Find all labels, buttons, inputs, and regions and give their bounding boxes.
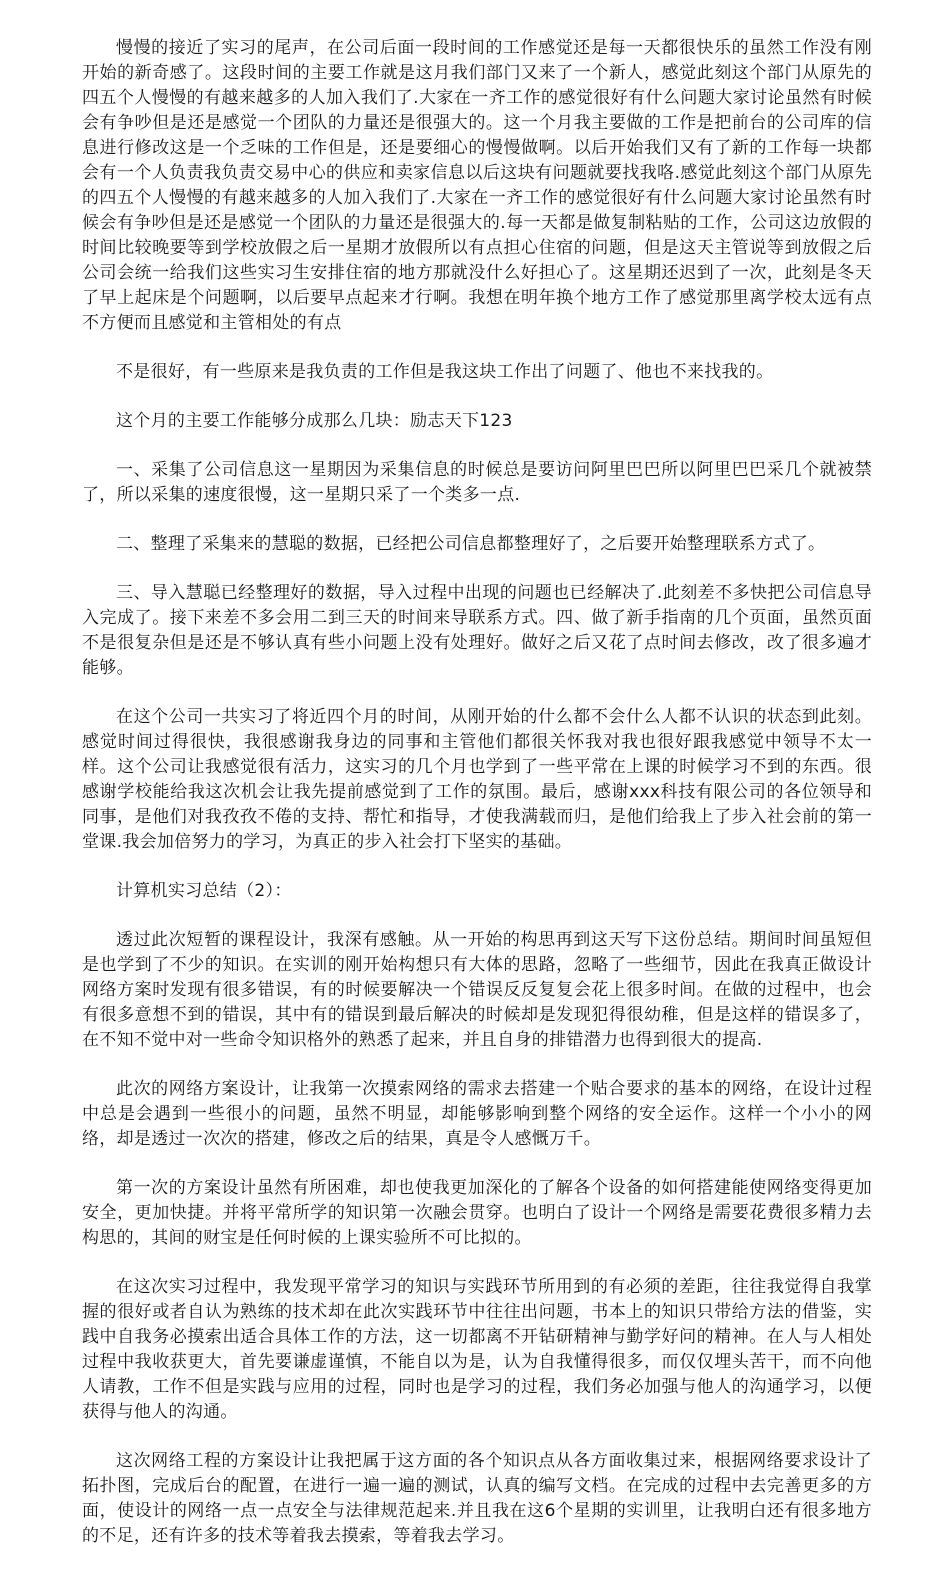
paragraph-work-summary-intro: 这个月的主要工作能够分成那么几块：励志天下123 — [116, 411, 513, 431]
paragraph-task-2: 二、整理了采集来的慧聪的数据，已经把公司信息都整理好了，之后要开始整理联系方式了。 — [116, 534, 826, 554]
document-body — [82, 36, 872, 1573]
paragraph-course-design: 透过此次短暂的课程设计，我深有感触。从一开始的构思再到这天写下这份总结。期间时间虽短但是也学到了不少的知识。在实训的刚开始构想只有大体的思路，忽略了一些细节，因此在我真正做设计网络方案时发现有很多错误，有的时候要解决一个错误反反复复会花上很多时间。在做的过程中，也会有很多意想不到的错误，其中有的错误到最后解决的时候却是发现犯得很幼稚，但是这样的错误多了，在不知不觉中对一些命令知识格外的熟悉了起来，并且自身的排错潜力也得到很大的提高. — [82, 930, 872, 1050]
paragraph-first-design: 第一次的方案设计虽然有所困难，却也使我更加深化的了解各个设备的如何搭建能使网络变得更加安全，更加快捷。并将平常所学的知识第一次融会贯穿。也明白了设计一个网络是需要花费很多精力去构思的，其间的财宝是任何时候的上课实验所不可比拟的。 — [82, 1178, 872, 1248]
paragraph-task-3: 三、导入慧聪已经整理好的数据，导入过程中出现的问题也已经解决了.此刻差不多快把公司信息导入完成了。接下来差不多会用二到三天的时间来导联系方式。四、做了新手指南的几个页面，虽然页面不是很复杂但是还是不够认真有些小问题上没有处理好。做好之后又花了点时间去修改，改了很多遍才能够。 — [82, 583, 872, 678]
paragraph-practice-gap: 在这次实习过程中，我发现平常学习的知识与实践环节所用到的有必须的差距，往往我觉得自我掌握的很好或者自认为熟练的技术却在此次实践环节中往往出问题，书本上的知识只带给方法的借鉴，实践中自我务必摸索出适合具体工作的方法，这一切都离不开钻研精神与勤学好问的精神。在人与人相处过程中我收获更大，首先要谦虚谨慎，不能自以为是，认为自我懂得很多，而仅仅埋头苦干，而不向他人请教，工作不但是实践与应用的过程，同时也是学习的过程，我们务必加强与他人的沟通学习，以便获得与他人的沟通。 — [82, 1277, 872, 1422]
paragraph-task-1: 一、采集了公司信息这一星期因为采集信息的时候总是要访问阿里巴巴所以阿里巴巴采几个就被禁了，所以采集的速度很慢，这一星期只采了一个类多一点. — [82, 460, 872, 505]
paragraph-internship-ending: 慢慢的接近了实习的尾声，在公司后面一段时间的工作感觉还是每一天都很快乐的虽然工作没有刚开始的新奇感了。这段时间的主要工作就是这月我们部门又来了一个新人，感觉此刻这个部门从原先的四五个人慢慢的有越来越多的人加入我们了.大家在一齐工作的感觉很好有什么问题大家讨论虽然有时候会有争吵但是还是感觉一个团队的力量还是很强大的。这一个月我主要做的工作是把前台的公司库的信息进行修改这是一个乏味的工作但是，还是要细心的慢慢做啊。以后开始我们又有了新的工作每一块都会有一个人负责我负责交易中心的供应和卖家信息以后这块有问题就要找我咯.感觉此刻这个部门从原先的四五个人慢慢的有越来越多的人加入我们了.大家在一齐工作的感觉很好有什么问题大家讨论虽然有时候会有争吵但是还是感觉一个团队的力量还是很强大的.每一天都是做复制粘贴的工作，公司这边放假的时间比较晚要等到学校放假之后一星期才放假所以有点担心住宿的问题，但是这天主管说等到放假之后公司会统一给我们这些实习生安排住宿的地方那就没什么好担心了。这星期还迟到了一次，此刻是冬天了早上起床是个问题啊，以后要早点起来才行啊。我想在明年换个地方工作了感觉那里离学校太远有点不方便而且感觉和主管相处的有点 — [82, 38, 872, 333]
paragraph-network-engineering: 这次网络工程的方案设计让我把属于这方面的各个知识点从各方面收集过来，根据网络要求设计了拓扑图，完成后台的配置，在进行一遍一遍的测试，认真的编写文档。在完成的过程中去完善更多的方面，使设计的网络一点一点安全与法律规范起来.并且我在这6个星期的实训里，让我明白还有很多地方的不足，还有许多的技术等着我去摸索，等着我去学习。 — [82, 1451, 872, 1546]
section-heading-summary-2: 计算机实习总结（2）： — [116, 881, 292, 901]
paragraph-thanks: 在这个公司一共实习了将近四个月的时间，从刚开始的什么都不会什么人都不认识的状态到此刻。感觉时间过得很快，我很感谢我身边的同事和主管他们都很关怀我对我也很好跟我感觉中领导不太一样。这个公司让我感觉很有活力，这实习的几个月也学到了一些平常在上课的时候学习不到的东西。很感谢学校能给我这次机会让我先提前感觉到了工作的氛围。最后，感谢xxx科技有限公司的各位领导和同事，是他们对我孜孜不倦的支持、帮忙和指导，才使我满载而归，是他们给我上了步入社会前的第一堂课.我会加倍努力的学习，为真正的步入社会打下坚实的基础。 — [82, 707, 872, 852]
paragraph-not-good: 不是很好，有一些原来是我负责的工作但是我这块工作出了问题了、他也不来找我的。 — [116, 362, 774, 382]
paragraph-network-design: 此次的网络方案设计，让我第一次摸索网络的需求去搭建一个贴合要求的基本的网络，在设计过程中总是会遇到一些很小的问题，虽然不明显，却能够影响到整个网络的安全运作。这样一个小小的网络，却是透过一次次的搭建，修改之后的结果，真是令人感慨万千。 — [82, 1079, 872, 1149]
